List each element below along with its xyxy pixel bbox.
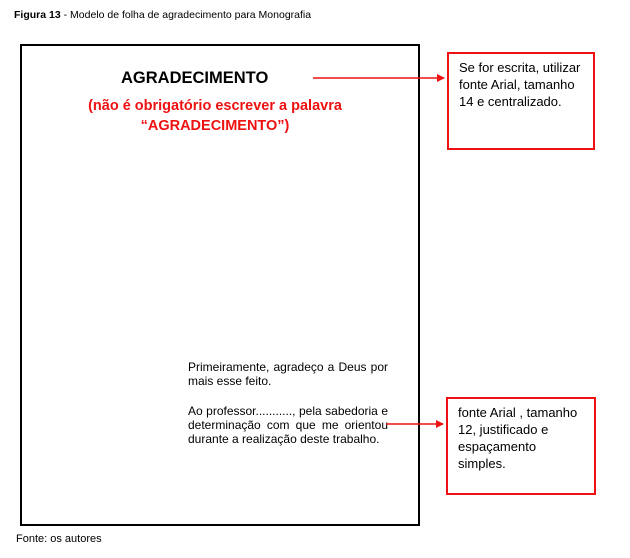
body-paragraph-2: Ao professor..........., pela sabedoria e determinação com que me orientou durante a realização deste trabalho.: [188, 404, 388, 446]
body-paragraph-1: Primeiramente, agradeço a Deus por mais esse feito.: [188, 360, 388, 388]
figure-caption-text: - Modelo de folha de agradecimento para Monografia: [60, 9, 312, 21]
optional-note: (não é obrigatório escrever a palavra “AGRADECIMENTO”): [88, 98, 342, 134]
figure-source: Fonte: os autores: [16, 533, 102, 545]
page-title: AGRADECIMENTO: [121, 69, 269, 87]
note-body-format: fonte Arial , tamanho 12, justificado e espaçamento simples.: [446, 397, 596, 495]
figure-label: Figura 13: [14, 9, 61, 21]
note-title-format: Se for escrita, utilizar fonte Arial, tamanho 14 e centralizado.: [447, 52, 595, 150]
